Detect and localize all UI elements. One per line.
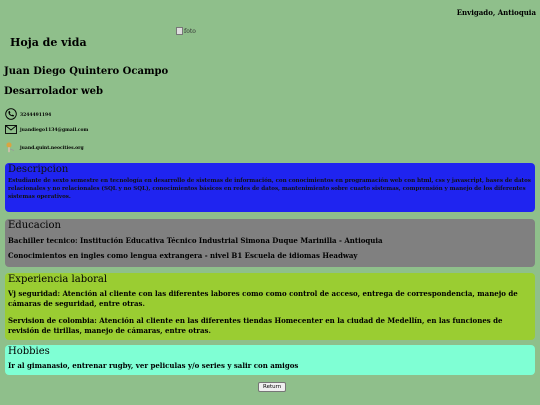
experience-item: Servision de colombia: Atención al cliente en las diferentes tiendas Homecenter en la ciudad de Medellín, en las funciones de revisión de tirillas, manejo de cámaras, entre otras.	[8, 316, 503, 335]
contact-phone-text: 3244491194	[20, 112, 52, 118]
education-section	[5, 219, 535, 267]
phone-icon	[5, 108, 17, 122]
description-title: Descripcion	[8, 164, 69, 175]
hobbies-section	[5, 345, 535, 375]
contact-email-text: juandiego1134@gmail.com	[20, 128, 89, 133]
page-title: Hoja de vida	[10, 36, 87, 49]
profile-name: Juan Diego Quintero Ocampo	[4, 66, 169, 77]
contact-web-text: juand.quint.neocities.org	[20, 145, 84, 151]
email-icon	[5, 125, 17, 136]
hobbies-text: Ir al gimanasio, entrenar rugby, ver peliculas y/o series y salir con amigos	[8, 361, 299, 370]
contact-email	[5, 125, 88, 136]
experience-section	[5, 273, 535, 340]
contact-web	[5, 141, 84, 155]
profile-photo	[176, 27, 196, 35]
description-section	[5, 163, 535, 212]
profile-role: Desarrolador web	[4, 86, 104, 97]
hobbies-title: Hobbies	[8, 346, 50, 357]
profile-photo-alt: foto	[184, 27, 196, 35]
contact-phone	[5, 108, 51, 122]
broken-image-icon	[176, 27, 183, 35]
education-title: Educacion	[8, 220, 61, 231]
return-button[interactable]: Return	[258, 382, 286, 392]
experience-title: Experiencia laboral	[8, 274, 108, 285]
web-icon	[5, 141, 17, 155]
experience-item: Vj seguridad: Atención al cliente con las diferentes labores como como control de acceso, entrega de correspondencia, manejo de cámaras de seguridad, entre otras.	[8, 289, 518, 308]
location-text: Envigado, Antioquia	[456, 8, 536, 17]
education-item: Bachiller tecnico: Institución Educativa Técnico Industrial Simona Duque Marinilla - Antioquia	[8, 236, 383, 245]
description-text: Estudiante de sexto semestre en tecnología en desarrollo de sistemas de información, con conocimientos en programación web con html, css y javascript, bases de datos relacionales y no relacionales (SQL y no SQL), conocimientos básicos en redes de datos, mantenimiento sobre cuarto sistemas, comprensión y manejo de los diferentes sistemas operativos.	[8, 178, 531, 200]
education-item: Conocimientos en ingles como lengua extrangera - nivel B1 Escuela de idiomas Headway	[8, 251, 358, 260]
